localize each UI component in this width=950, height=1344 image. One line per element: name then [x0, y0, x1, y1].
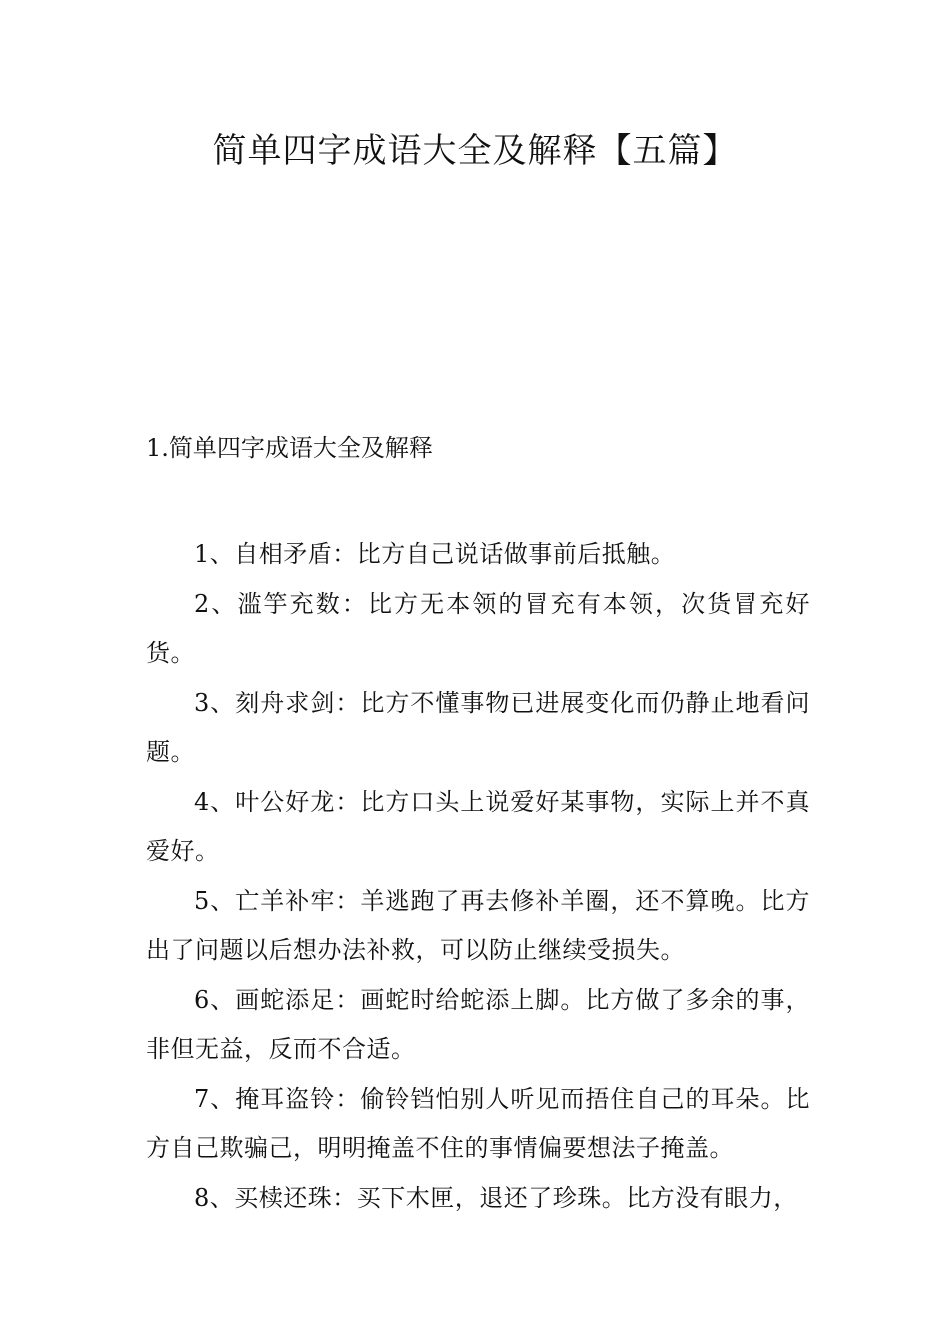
idiom-entry-2: 2、滥竽充数：比方无本领的冒充有本领，次货冒充好货。 — [146, 589, 810, 667]
idiom-entry-6: 6、画蛇添足：画蛇时给蛇添上脚。比方做了多余的事，非但无益，反而不合适。 — [146, 985, 810, 1063]
idiom-entry-4: 4、叶公好龙：比方口头上说爱好某事物，实际上并不真爱好。 — [146, 787, 810, 865]
idiom-entry-3: 3、刻舟求剑：比方不懂事物已进展变化而仍静止地看问题。 — [146, 688, 810, 766]
idiom-entry-5: 5、亡羊补牢：羊逃跑了再去修补羊圈，还不算晚。比方出了问题以后想办法补救，可以防止继续受损失。 — [146, 886, 810, 964]
document-title: 简单四字成语大全及解释【五篇】 — [212, 131, 738, 171]
idiom-entry-7: 7、掩耳盗铃：偷铃铛怕别人听见而捂住自己的耳朵。比方自己欺骗己，明明掩盖不住的事情偏要想法子掩盖。 — [146, 1084, 810, 1162]
idiom-list — [146, 530, 810, 1223]
section-heading: 1.简单四字成语大全及解释 — [146, 434, 433, 462]
idiom-entry-1: 1、自相矛盾：比方自己说话做事前后抵触。 — [194, 540, 676, 568]
idiom-entry-8: 8、买椟还珠：买下木匣，退还了珍珠。比方没有眼力， — [194, 1183, 798, 1212]
